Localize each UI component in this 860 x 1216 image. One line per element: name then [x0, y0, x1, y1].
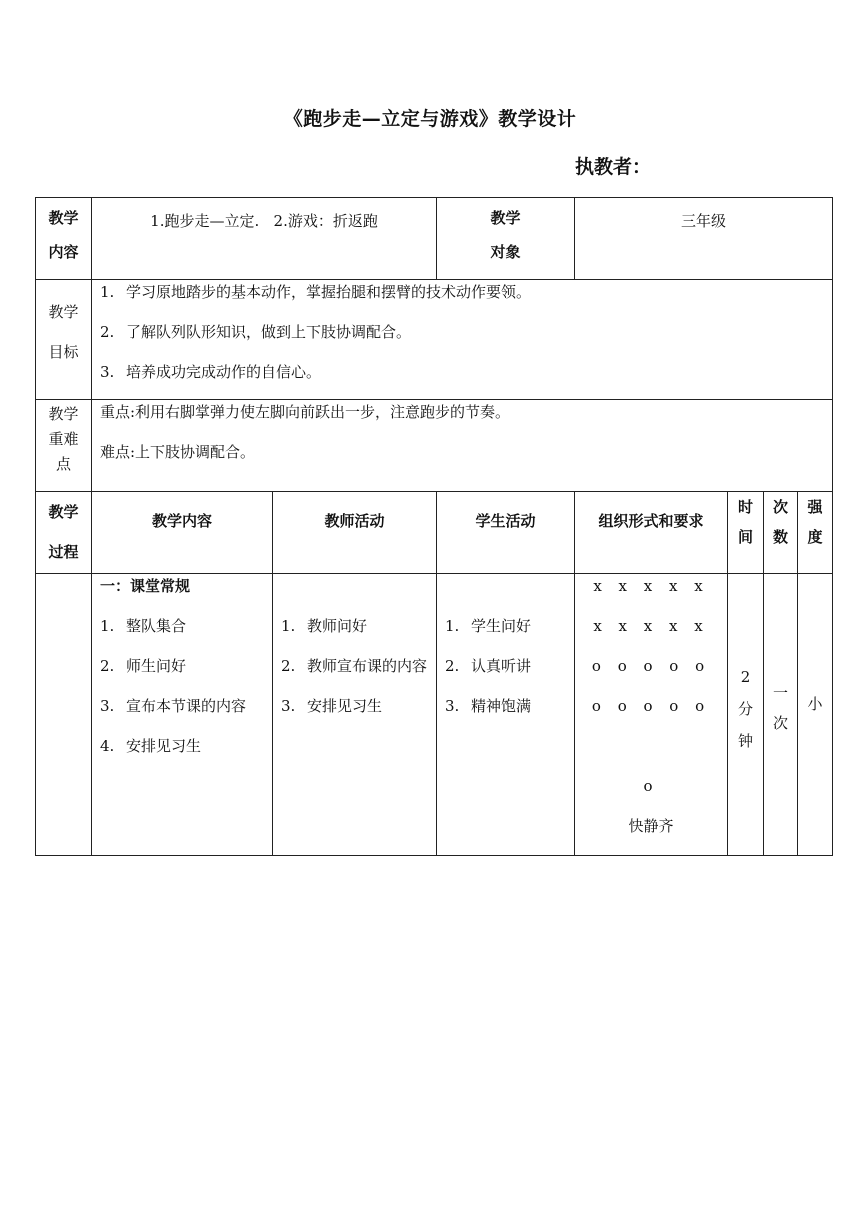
objectives-cell: [92, 280, 833, 400]
routine-content-item: [100, 646, 268, 686]
formation-diagram: [575, 566, 727, 846]
item-number: 4.: [100, 737, 115, 755]
content-label-cell: [36, 198, 92, 280]
routine-section-title: 一：课堂常规: [100, 577, 191, 595]
objective-item: [100, 352, 826, 392]
student-activity-item: [445, 606, 570, 646]
content-label-line2: 内容: [48, 243, 79, 261]
formation-teacher-marker: o: [643, 777, 659, 795]
routine-content-item: [100, 726, 268, 766]
routine-time-cell: [728, 574, 764, 856]
document-title: 《跑步走—立定与游戏》教学设计: [283, 108, 577, 130]
author-label: 执教者：: [575, 156, 652, 178]
process-label-line2: 过程: [48, 543, 79, 561]
teacher-activity-item: [281, 606, 432, 646]
key-points-label-line3: 点: [55, 455, 71, 473]
col-header-count-1: 次: [773, 498, 789, 516]
content-value-cell: [92, 198, 437, 280]
item-number: 2.: [100, 657, 115, 675]
difficult-point-text: 难点:上下肢协调配合。: [100, 443, 256, 461]
objective-item: [100, 272, 826, 312]
process-label-line1: 教学: [48, 503, 79, 521]
content-label-line1: 教学: [48, 209, 79, 227]
routine-org-cell: [575, 574, 728, 856]
target-label-line1: 教学: [490, 209, 521, 227]
objective-text: 了解队列队形知识，做到上下肢协调配合。: [126, 323, 412, 341]
key-points-row: [36, 400, 833, 492]
formation-row: x x x x x: [593, 617, 709, 635]
objectives-label-cell: [36, 280, 92, 400]
item-number: 3.: [100, 697, 115, 715]
count-value: 一: [773, 684, 789, 702]
content-row: [36, 198, 833, 280]
teacher-activity-item: [281, 686, 432, 726]
item-number: 1.: [281, 617, 296, 635]
student-activity-list: [445, 606, 570, 726]
col-header-intensity: [798, 492, 833, 574]
routine-count-cell: [764, 574, 798, 856]
teacher-activity-item: [281, 646, 432, 686]
objective-number: 3.: [100, 363, 115, 381]
key-points-label-cell: [36, 400, 92, 492]
col-header-content: 教学内容: [92, 492, 273, 574]
key-points-cell: [92, 400, 833, 492]
formation-row: o o o o o: [591, 697, 711, 715]
item-number: 3.: [281, 697, 296, 715]
routine-student-cell: [437, 574, 575, 856]
key-point-text: 重点:利用右脚掌弹力使左脚向前跃出一步，注意跑步的节奏。: [100, 403, 511, 421]
col-header-org: 组织形式和要求: [575, 492, 728, 574]
objectives-label-line2: 目标: [48, 343, 79, 361]
routine-content-cell: [92, 574, 273, 856]
col-header-intensity-2: 度: [807, 528, 823, 546]
count-unit: 次: [773, 714, 789, 732]
objective-item: [100, 312, 826, 352]
routine-content-list: [100, 606, 268, 766]
routine-intensity-cell: [798, 574, 833, 856]
routine-row: [36, 574, 833, 856]
target-value: 三年级: [681, 212, 727, 230]
item-text: 师生问好: [126, 657, 187, 675]
item-number: 3.: [445, 697, 460, 715]
objective-text: 学习原地踏步的基本动作，掌握抬腿和摆臂的技术动作要领。: [126, 283, 532, 301]
col-header-count-2: 数: [773, 528, 789, 546]
org-requirement: 快静齐: [628, 817, 674, 835]
item-text: 认真听讲: [471, 657, 532, 675]
routine-label-cell: [36, 574, 92, 856]
process-header-row: [36, 492, 833, 574]
col-header-intensity-1: 强: [807, 498, 823, 516]
item-number: 1.: [445, 617, 460, 635]
col-header-count: [764, 492, 798, 574]
process-label-cell: [36, 492, 92, 574]
col-header-teacher: 教师活动: [273, 492, 437, 574]
col-header-time: [728, 492, 764, 574]
student-activity-item: [445, 646, 570, 686]
item-text: 教师宣布课的内容: [307, 657, 428, 675]
teacher-activity-list: [281, 606, 432, 726]
objectives-row: [36, 280, 833, 400]
routine-teacher-cell: [273, 574, 437, 856]
col-header-student: 学生活动: [437, 492, 575, 574]
intensity-value: 小: [807, 695, 823, 713]
item-text: 精神饱满: [471, 697, 532, 715]
routine-content-item: [100, 606, 268, 646]
formation-row: o o o o o: [591, 657, 711, 675]
target-label-line2: 对象: [490, 243, 521, 261]
item-number: 2.: [445, 657, 460, 675]
item-number: 1.: [100, 617, 115, 635]
item-text: 安排见习生: [126, 737, 202, 755]
objectives-list: [100, 272, 826, 392]
col-header-time-1: 时: [738, 498, 754, 516]
key-points-label-line1: 教学: [48, 405, 79, 423]
content-value: 1.跑步走—立定. 2.游戏：折返跑: [150, 212, 378, 230]
student-activity-item: [445, 686, 570, 726]
item-text: 学生问好: [471, 617, 532, 635]
target-value-cell: [575, 198, 833, 280]
lesson-plan-table: [35, 197, 833, 856]
routine-content-item: [100, 686, 268, 726]
key-points-label-line2: 重难: [48, 430, 79, 448]
col-header-time-2: 间: [738, 528, 754, 546]
time-value: 2: [740, 668, 751, 686]
objective-text: 培养成功完成动作的自信心。: [126, 363, 322, 381]
objective-number: 2.: [100, 323, 115, 341]
item-number: 2.: [281, 657, 296, 675]
item-text: 安排见习生: [307, 697, 383, 715]
target-label-cell: [437, 198, 575, 280]
objective-number: 1.: [100, 283, 115, 301]
time-unit-1: 分: [738, 700, 754, 718]
time-unit-2: 钟: [738, 732, 754, 750]
item-text: 教师问好: [307, 617, 368, 635]
item-text: 整队集合: [126, 617, 187, 635]
item-text: 宣布本节课的内容: [126, 697, 247, 715]
objectives-label-line1: 教学: [48, 303, 79, 321]
formation-row: x x x x x: [593, 577, 709, 595]
